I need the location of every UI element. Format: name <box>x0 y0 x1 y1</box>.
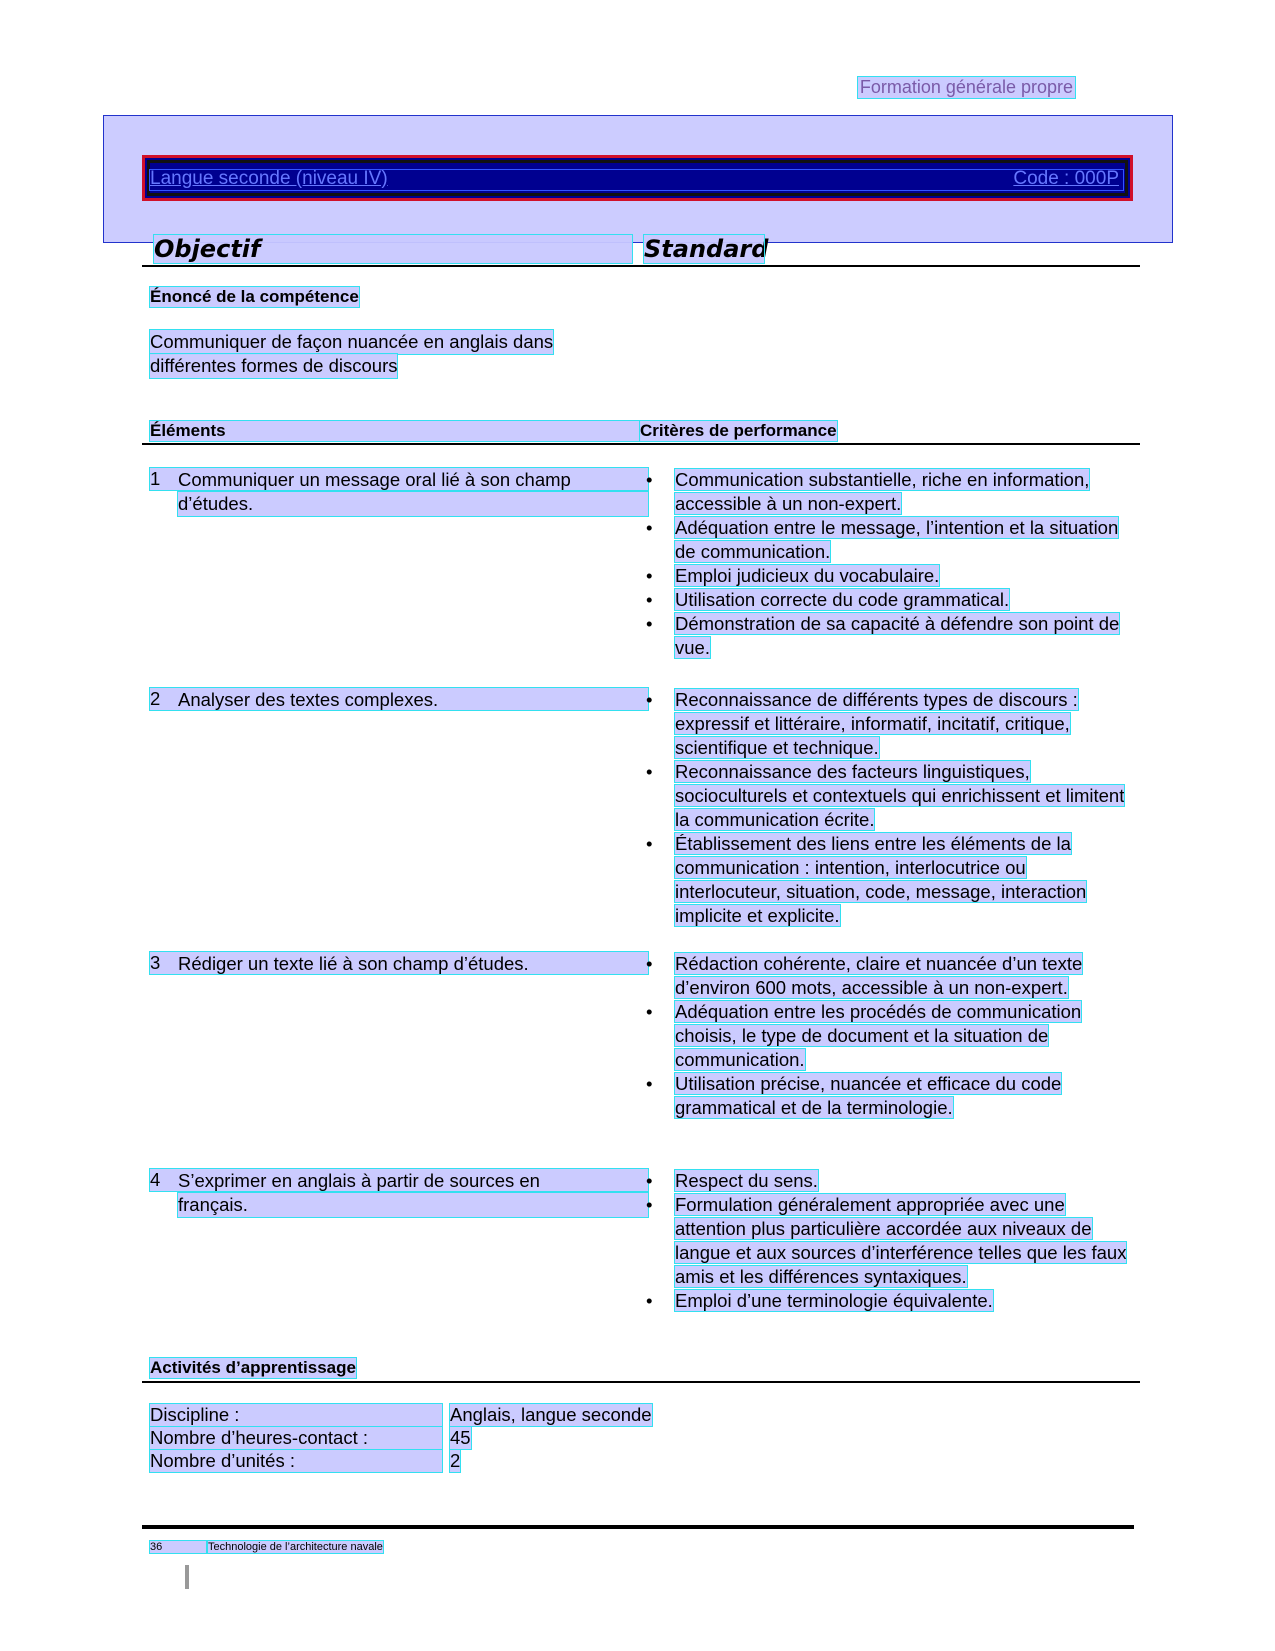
contact-hours-value: 45 <box>450 1427 471 1448</box>
criteria-list <box>646 1169 1128 1313</box>
element-text-line1: S’exprimer en anglais à partir de sources en <box>178 1170 540 1191</box>
activities-heading: Activités d’apprentissage <box>150 1358 356 1377</box>
discipline-value: Anglais, langue seconde <box>450 1404 652 1425</box>
bullet-icon: • <box>646 1170 653 1191</box>
element-text <box>178 688 648 712</box>
competence-heading: Énoncé de la compétence <box>150 287 359 306</box>
list-item: • Utilisation précise, nuancée et efficace du code grammatical et de la terminologie. <box>646 1073 1062 1118</box>
criteria-list <box>646 952 1128 1120</box>
element-text-line2: français. <box>178 1193 648 1217</box>
bullet-icon: • <box>646 1290 653 1311</box>
list-item: • Démonstration de sa capacité à défendre son point de vue. <box>646 613 1120 658</box>
list-item: • Adéquation entre le message, l’intention et la situation de communication. <box>646 517 1119 562</box>
element-text <box>178 1169 648 1217</box>
list-item: • Adéquation entre les procédés de communication choisis, le type de document et la situation de communication. <box>646 1001 1082 1070</box>
criteria-list <box>646 468 1128 660</box>
bullet-icon: • <box>646 953 653 974</box>
element-number: 3 <box>150 952 648 974</box>
units-value: 2 <box>450 1450 461 1471</box>
bullet-icon: • <box>646 1194 653 1215</box>
footer-title: Technologie de l’architecture navale <box>208 1541 383 1553</box>
course-code[interactable]: Code : 000P <box>1013 168 1119 189</box>
competence-text-line1: Communiquer de façon nuancée en anglais dans <box>150 331 554 352</box>
element-number: 4 <box>150 1169 648 1191</box>
divider <box>142 265 1140 267</box>
element-text-line1: Rédiger un texte lié à son champ d’études. <box>178 953 529 974</box>
text-cursor <box>185 1565 189 1589</box>
list-item: • Utilisation correcte du code grammatical. <box>646 589 1010 610</box>
bullet-icon: • <box>646 1073 653 1094</box>
footer-divider <box>142 1525 1134 1529</box>
element-text-line1: Communiquer un message oral lié à son champ <box>178 469 571 490</box>
element-text <box>178 468 648 516</box>
bullet-icon: • <box>646 613 653 634</box>
program-label: Formation générale propre <box>859 77 1073 97</box>
bullet-icon: • <box>646 469 653 490</box>
standard-column-title: Standard <box>644 235 769 263</box>
list-item: • Formulation généralement appropriée avec une attention plus particulière accordée aux niveaux de langue et aux sources d’interférence telles que les faux amis et les différences syntaxiques. <box>646 1194 1127 1287</box>
elements-heading: Éléments <box>150 421 640 441</box>
competence-text-line2: différentes formes de discours <box>150 355 398 376</box>
element-number: 2 <box>150 688 648 710</box>
element-number: 1 <box>150 468 648 490</box>
bullet-icon: • <box>646 565 653 586</box>
page-number: 36 <box>150 1541 206 1553</box>
list-item: • Communication substantielle, riche en information, accessible à un non-expert. <box>646 469 1090 514</box>
list-item: • Emploi judicieux du vocabulaire. <box>646 565 940 586</box>
element-text-line2: d’études. <box>178 492 648 516</box>
list-item: • Emploi d’une terminologie équivalente. <box>646 1290 993 1311</box>
criteria-heading: Critères de performance <box>640 421 837 440</box>
list-item: • Rédaction cohérente, claire et nuancée d’un texte d’environ 600 mots, accessible à un non-expert. <box>646 953 1083 998</box>
bullet-icon: • <box>646 589 653 610</box>
units-label: Nombre d’unités : <box>150 1450 442 1472</box>
objective-column-title: Objectif <box>154 235 632 263</box>
divider <box>142 443 1140 445</box>
element-text <box>178 952 648 976</box>
criteria-list <box>646 688 1128 928</box>
bullet-icon: • <box>646 1001 653 1022</box>
contact-hours-label: Nombre d’heures-contact : <box>150 1427 442 1449</box>
bullet-icon: • <box>646 689 653 710</box>
bullet-icon: • <box>646 833 653 854</box>
bullet-icon: • <box>646 517 653 538</box>
list-item: • Respect du sens. <box>646 1170 818 1191</box>
list-item: • Reconnaissance des facteurs linguistiques, socioculturels et contextuels qui enrichissent et limitent la communication écrite. <box>646 761 1125 830</box>
bullet-icon: • <box>646 761 653 782</box>
list-item: • Établissement des liens entre les éléments de la communication : intention, interlocutrice ou interlocuteur, situation, code, message, interaction implicite et explicite. <box>646 833 1087 926</box>
discipline-label: Discipline : <box>150 1404 442 1426</box>
list-item: • Reconnaissance de différents types de discours : expressif et littéraire, informatif, incitatif, critique, scientifique et technique. <box>646 689 1078 758</box>
element-text-line1: Analyser des textes complexes. <box>178 689 439 710</box>
course-title[interactable]: Langue seconde (niveau IV) <box>150 168 388 189</box>
divider <box>142 1381 1140 1383</box>
